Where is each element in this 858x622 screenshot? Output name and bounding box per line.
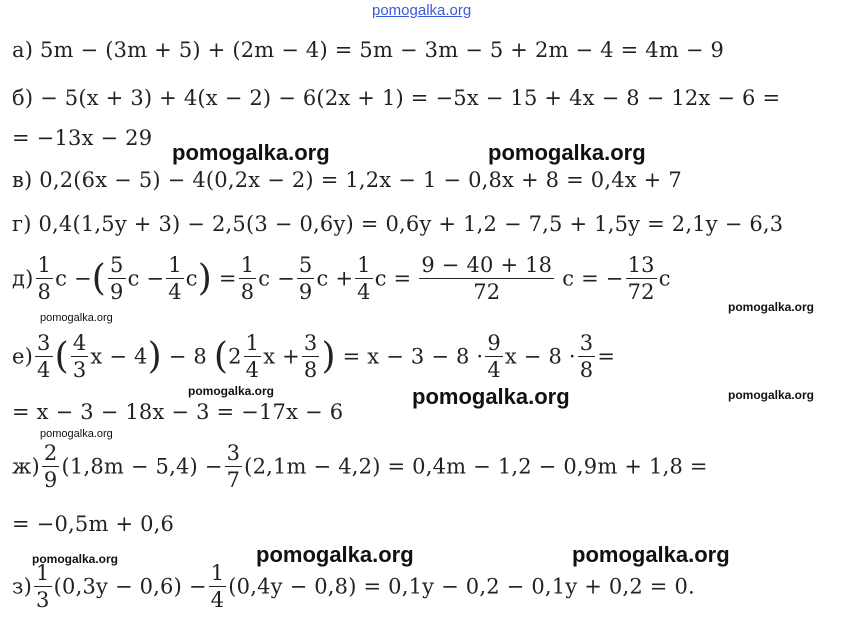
watermark: pomogalka.org [412, 384, 570, 409]
watermark: pomogalka.org [572, 542, 730, 567]
equation-z: з) $\frac{1}{3}$ (0,3y − 0,6) − $\frac{1}{4}$ (0,4y − 0,8) = 0,1y − 0,2 − 0,1y + 0,2 = 0. [12, 561, 695, 612]
equation-zh-line2: = −0,5m + 0,6 [12, 512, 175, 536]
label-z: з) [12, 574, 33, 599]
equation-b-line2: = −13x − 29 [12, 126, 153, 150]
equation-g: г) 0,4(1,5y + 3) − 2,5(3 − 0,6y) = 0,6y + 1,2 − 7,5 + 1,5y = 2,1y − 6,3 [12, 212, 784, 236]
watermark: pomogalka.org [40, 312, 113, 324]
label-zh: ж) [12, 454, 40, 479]
watermark-top-link[interactable]: pomogalka.org [372, 2, 472, 19]
equation-e-line2: = x − 3 − 18x − 3 = −17x − 6 [12, 400, 344, 424]
equation-a: а) 5m − (3m + 5) + (2m − 4) = 5m − 3m − 5 + 2m − 4 = 4m − 9 [12, 38, 725, 62]
watermark: pomogalka.org [488, 140, 646, 165]
watermark: pomogalka.org [32, 552, 119, 566]
equation-v: в) 0,2(6x − 5) − 4(0,2x − 2) = 1,2x − 1 − 0,8x + 8 = 0,4x + 7 [12, 168, 682, 192]
watermark: pomogalka.org [728, 300, 815, 314]
watermark: pomogalka.org [172, 140, 330, 165]
watermark: pomogalka.org [40, 428, 113, 440]
label-e: е) [12, 344, 34, 369]
fraction: $\frac{1}{8}$ [37, 253, 52, 304]
label-d: д) [12, 266, 34, 291]
equation-e: е) $\frac{3}{4}$ ( $\frac{4}{3}$ x − 4) − 8 (2 $\frac{1}{4}$ x + $\frac{3}{8}$ ) = x − 3 − 8 · $\frac{9}{4}$ x − 8 · $\frac{3}{8}$ = [12, 331, 616, 382]
watermark: pomogalka.org [256, 542, 414, 567]
watermark: pomogalka.org [728, 388, 815, 402]
equation-d: д) $\frac{1}{8}$ c −( $\frac{5}{9}$ c − $\frac{1}{4}$ c) = $\frac{1}{8}$ c − $\frac{5}{9}$ c + $\frac{1}{4}$ c = $\frac{9 - 40 + 18}{72}$ c = − $\frac{13}{72}$ c [12, 253, 671, 304]
equation-zh: ж) $\frac{2}{9}$ (1,8m − 5,4) − $\frac{3}{7}$ (2,1m − 4,2) = 0,4m − 1,2 − 0,9m + 1,8 = [12, 441, 708, 492]
equation-b-line1: б) − 5(x + 3) + 4(x − 2) − 6(2x + 1) = −5x − 15 + 4x − 8 − 12x − 6 = [12, 86, 781, 110]
watermark: pomogalka.org [188, 384, 275, 398]
